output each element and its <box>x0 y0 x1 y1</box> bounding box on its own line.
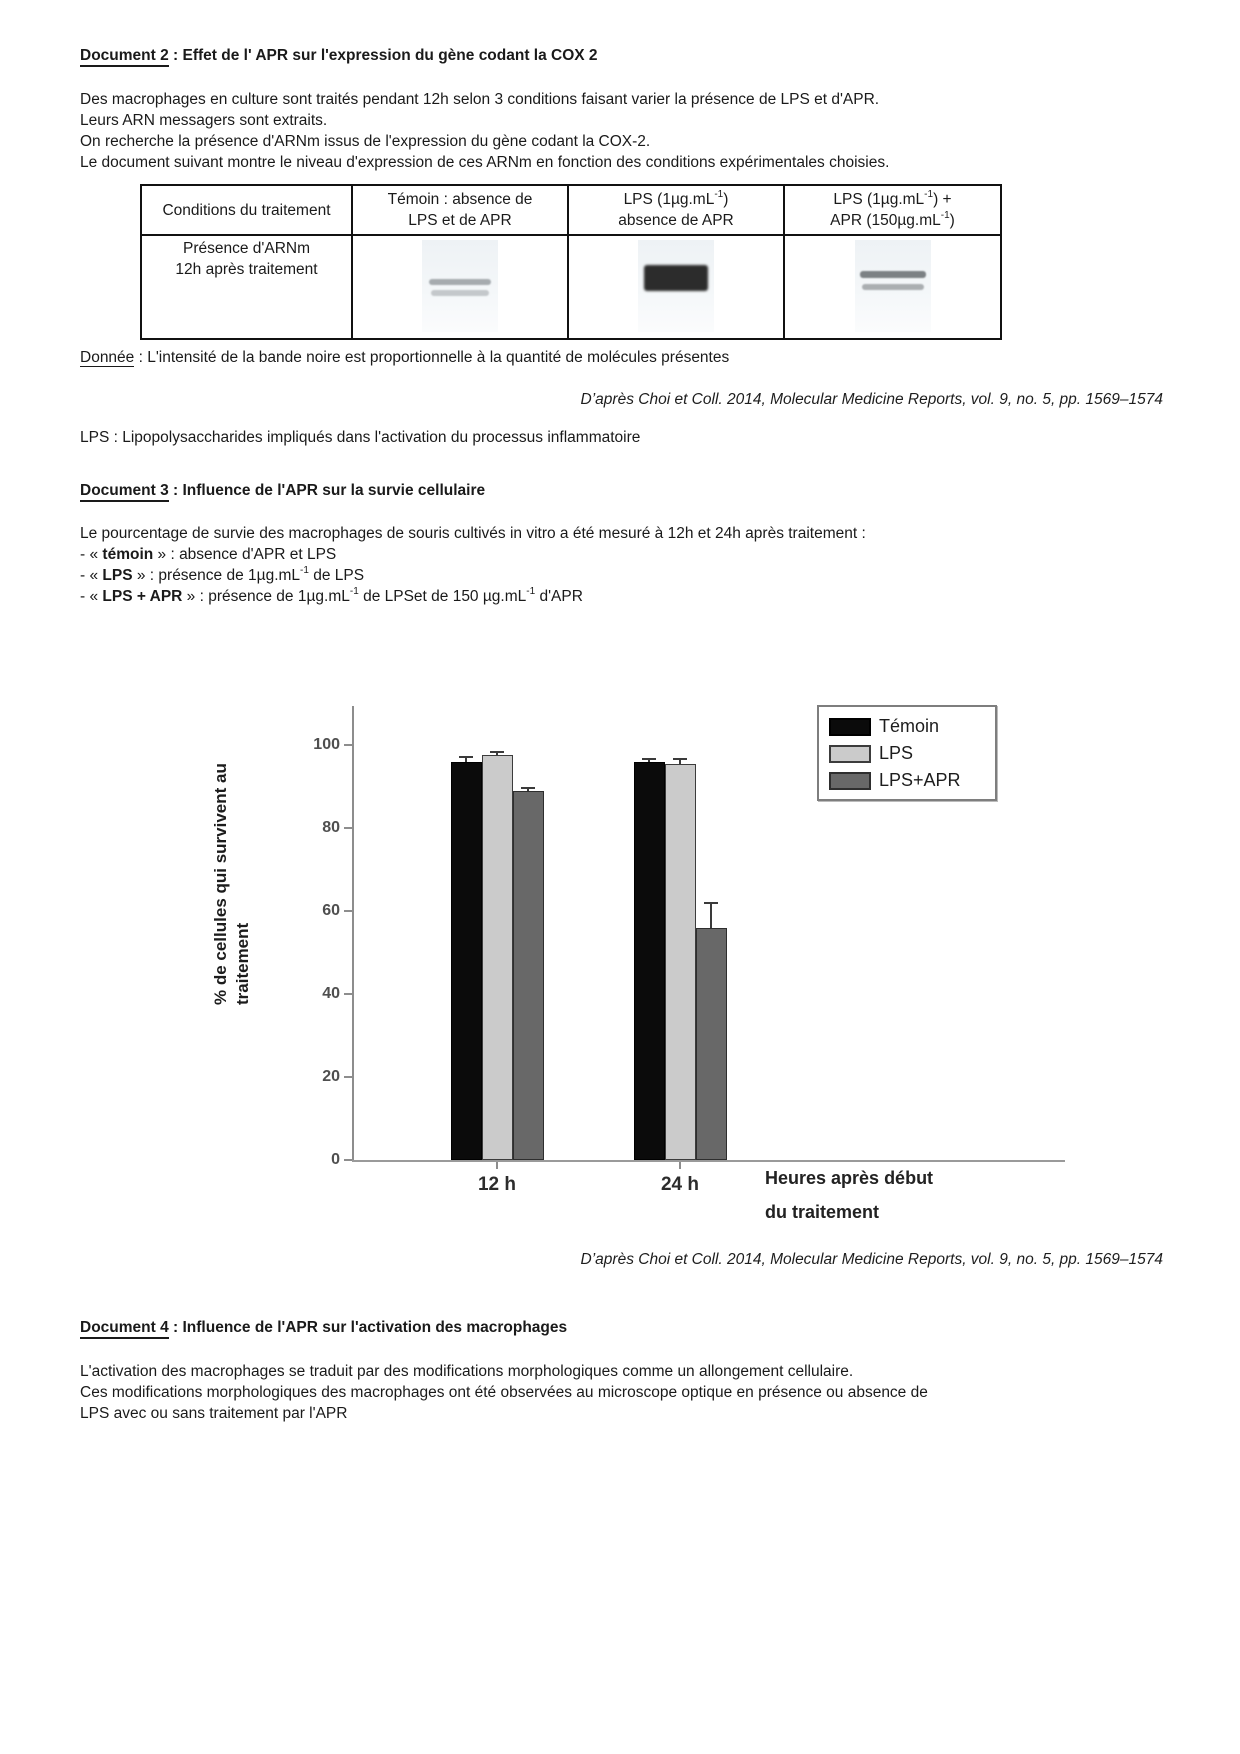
y-axis <box>352 706 354 1162</box>
bullet-term: témoin <box>102 546 154 563</box>
legend-label: LPS <box>879 743 914 763</box>
gel-image-temoin <box>422 240 498 332</box>
error-bar <box>710 903 712 928</box>
error-bar-cap <box>459 756 473 758</box>
x-axis-label-line2: du traitement <box>765 1202 880 1222</box>
y-tick-mark <box>344 827 352 829</box>
legend-swatch-t-moin <box>829 718 871 736</box>
bar-lps-12h <box>482 755 513 1160</box>
gel-results-table <box>140 184 1002 340</box>
bullet-term: LPS <box>102 567 133 584</box>
y-tick-mark <box>344 1076 352 1078</box>
bar-t-moin-24h <box>634 762 665 1160</box>
x-axis <box>352 1160 1065 1162</box>
doc2-paragraph <box>80 89 889 173</box>
lps-definition: LPS : Lipopolysaccharides impliqués dans l'activation du processus inflammatoire <box>80 429 641 446</box>
bullet-temoin <box>80 544 583 565</box>
y-axis-label-line: traitement <box>233 922 252 1005</box>
bullet-text: d'APR <box>535 588 583 605</box>
x-tick-mark <box>496 1162 498 1169</box>
gel-band <box>429 279 491 285</box>
header-line: APR (150µg.mL <box>830 212 941 229</box>
error-bar-cap <box>673 758 687 760</box>
doc3-bullets <box>80 544 583 607</box>
bullet-text: de LPS <box>308 567 365 584</box>
legend-item <box>829 743 987 764</box>
bullet-text: de LPSet de 150 µg.mL <box>358 588 527 605</box>
header-line: ) <box>949 212 955 229</box>
bar-t-moin-12h <box>451 762 482 1160</box>
gel-band <box>431 290 489 296</box>
y-tick-label: 80 <box>322 819 340 836</box>
bullet-text: » : absence d'APR et LPS <box>153 546 337 563</box>
chart-legend <box>817 705 997 801</box>
row-label-line: Présence d'ARNm <box>182 240 310 257</box>
paragraph-line: Le document suivant montre le niveau d'expression de ces ARNm en fonction des conditions expérimentales choisies. <box>80 154 890 171</box>
citation-doc3: D’après Choi et Coll. 2014, Molecular Medicine Reports, vol. 9, no. 5, pp. 1569–1574 <box>580 1251 1163 1268</box>
donnee-text: : L'intensité de la bande noire est proportionnelle à la quantité de molécules présentes <box>134 349 730 366</box>
table-header-temoin <box>352 185 568 235</box>
doc3-heading-text: : Influence de l'APR sur la survie cellulaire <box>168 482 486 499</box>
paragraph-line: Leurs ARN messagers sont extraits. <box>80 112 328 129</box>
legend-item <box>829 716 987 737</box>
doc4-paragraph <box>80 1361 928 1424</box>
gel-band <box>644 265 708 291</box>
paragraph-line: LPS avec ou sans traitement par l'APR <box>80 1405 348 1422</box>
row-label-line: 12h après traitement <box>175 261 318 278</box>
bullet-text: » : présence de 1µg.mL <box>132 567 301 584</box>
y-tick-mark <box>344 744 352 746</box>
legend-swatch-lps-apr <box>829 772 871 790</box>
donnee-note <box>80 349 729 367</box>
superscript: -1 <box>940 209 950 221</box>
bullet-text: - « <box>80 567 103 584</box>
y-axis-label-line: % de cellules qui survivent au <box>211 763 230 1005</box>
y-tick-label: 100 <box>313 736 340 753</box>
x-tick-mark <box>679 1162 681 1169</box>
bar-lps-apr-12h <box>513 791 544 1160</box>
x-category-label: 12 h <box>477 1174 517 1195</box>
superscript: -1 <box>300 564 309 576</box>
survival-bar-chart <box>180 640 1100 1240</box>
row-label-cell <box>141 235 352 339</box>
bullet-text: » : présence de 1µg.mL <box>182 588 350 605</box>
x-axis-label-line1: Heures après début <box>765 1168 934 1188</box>
table-header-lps <box>568 185 784 235</box>
y-tick-label: 40 <box>322 985 340 1002</box>
header-line: LPS (1µg.mL <box>623 191 715 208</box>
table-header-row <box>141 185 1001 235</box>
error-bar-cap <box>521 787 535 789</box>
x-category-label: 24 h <box>660 1174 700 1195</box>
header-line: ) + <box>933 191 952 208</box>
donnee-label: Donnée <box>80 349 135 366</box>
doc2-heading <box>80 47 598 65</box>
paragraph-line: L'activation des macrophages se traduit par des modifications morphologiques comme un allongement cellulaire. <box>80 1363 854 1380</box>
doc2-heading-text: : Effet de l' APR sur l'expression du gène codant la COX 2 <box>168 47 598 64</box>
error-bar-cap <box>704 902 718 904</box>
y-tick-label: 60 <box>322 902 340 919</box>
doc3-heading <box>80 482 485 500</box>
bullet-text: - « <box>80 588 103 605</box>
table-header-conditions: Conditions du traitement <box>141 185 352 235</box>
doc3-intro: Le pourcentage de survie des macrophages de souris cultivés in vitro a été mesuré à 12h et 24h après traitement : <box>80 525 866 542</box>
paragraph-line: Des macrophages en culture sont traités pendant 12h selon 3 conditions faisant varier la présence de LPS et d'APR. <box>80 91 880 108</box>
citation-doc2: D’après Choi et Coll. 2014, Molecular Medicine Reports, vol. 9, no. 5, pp. 1569–1574 <box>580 391 1163 408</box>
doc4-heading-text: : Influence de l'APR sur l'activation des macrophages <box>168 1319 568 1336</box>
y-tick-label: 0 <box>331 1151 340 1168</box>
bullet-lps-apr <box>80 586 583 607</box>
header-line: LPS (1µg.mL <box>833 191 925 208</box>
superscript: -1 <box>924 188 934 200</box>
bar-lps-apr-24h <box>696 928 727 1160</box>
superscript: -1 <box>349 585 359 597</box>
y-tick-label: 20 <box>322 1068 340 1085</box>
doc4-heading <box>80 1319 567 1337</box>
legend-swatch-lps <box>829 745 871 763</box>
error-bar-cap <box>490 751 504 753</box>
header-line: Témoin : absence de <box>387 191 533 208</box>
header-line: absence de APR <box>618 212 734 229</box>
gel-cell-lps <box>568 235 784 339</box>
doc3-heading-label: Document 3 <box>80 482 169 502</box>
error-bar-cap <box>642 758 656 760</box>
table-data-row <box>141 235 1001 339</box>
y-tick-mark <box>344 910 352 912</box>
superscript: -1 <box>526 585 536 597</box>
gel-image-lps-apr <box>855 240 931 332</box>
paragraph-line: Ces modifications morphologiques des macrophages ont été observées au microscope optique en présence ou absence de <box>80 1384 928 1401</box>
gel-cell-temoin <box>352 235 568 339</box>
bar-lps-24h <box>665 764 696 1160</box>
bullet-term: LPS + APR <box>102 588 183 605</box>
bullet-text: - « <box>80 546 103 563</box>
legend-label: LPS+APR <box>879 770 961 790</box>
y-tick-mark <box>344 993 352 995</box>
header-line: ) <box>723 191 729 208</box>
paragraph-line: On recherche la présence d'ARNm issus de l'expression du gène codant la COX-2. <box>80 133 651 150</box>
bullet-lps <box>80 565 583 586</box>
gel-band <box>862 284 924 290</box>
superscript: -1 <box>714 188 724 200</box>
gel-band <box>860 271 926 278</box>
header-line: LPS et de APR <box>408 212 512 229</box>
gel-cell-lps-apr <box>784 235 1001 339</box>
gel-image-lps <box>638 240 714 332</box>
legend-label: Témoin <box>879 716 940 736</box>
legend-item <box>829 770 987 791</box>
doc4-heading-label: Document 4 <box>80 1319 169 1339</box>
y-tick-mark <box>344 1159 352 1161</box>
table-header-lps-apr <box>784 185 1001 235</box>
doc2-heading-label: Document 2 <box>80 47 169 67</box>
